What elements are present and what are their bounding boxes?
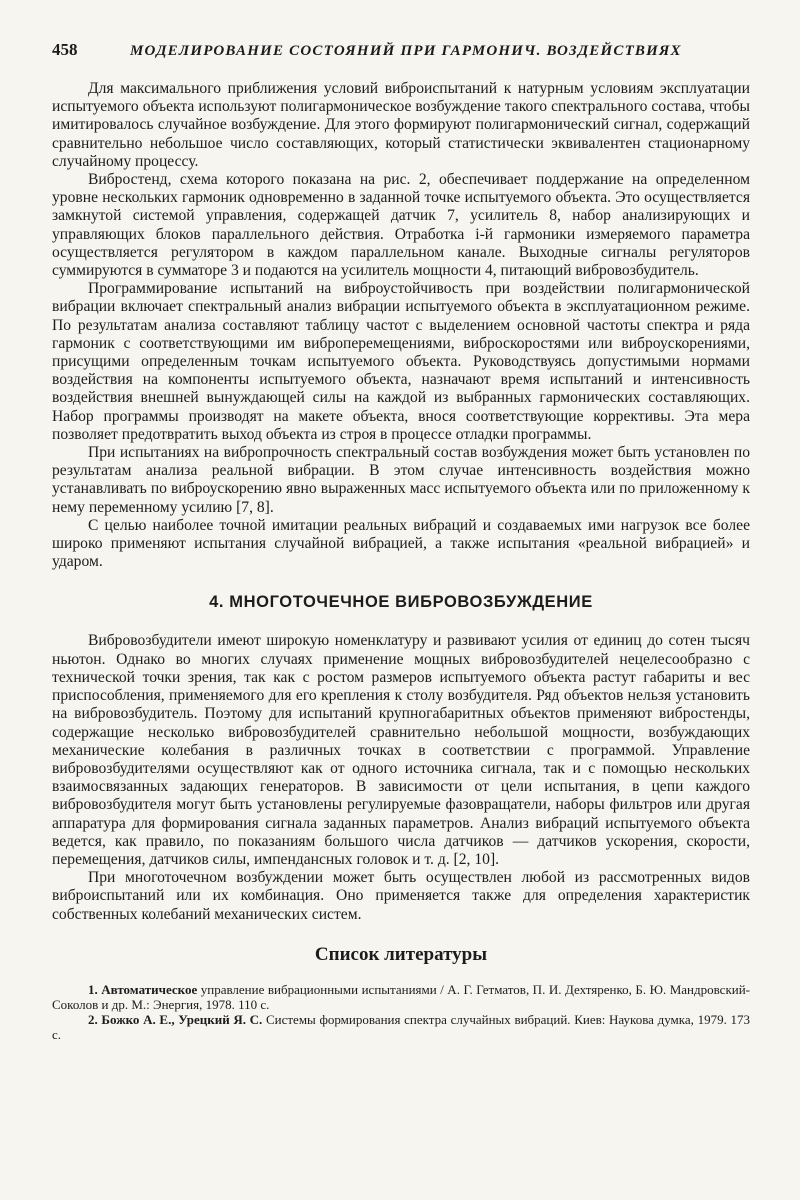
reference-item: [52, 982, 750, 1012]
main-text: [52, 80, 750, 571]
section-text: [52, 632, 750, 923]
reference-authors: 1. Автоматическое: [88, 981, 198, 997]
page-number: 458: [52, 40, 78, 59]
reference-text: управление вибрационными испытаниями / А. Г. Гетматов, П. И. Дехтяренко, Б. Ю. Мандровский-Соколов и др. М.: Энергия, 1978. 110 с.: [52, 981, 750, 1012]
paragraph: Вибростенд, схема которого показана на рис. 2, обеспечивает поддержание на определенном уровне нескольких гармоник одновременно в заданной точке испытуемого объекта. Это осуществляется замкнутой системой управления, содержащей датчик 7, усилитель 8, набор анализирующих и управляющих блоков параллельного действия. Отработка i-й гармоники измеряемого параметра осуществляется регулятором в каждом параллельном канале. Выходные сигналы регуляторов суммируются в сумматоре 3 и подаются на усилитель мощности 4, питающий вибровозбудитель.: [52, 171, 750, 280]
reference-text: Системы формирования спектра случайных вибраций. Киев: Наукова думка, 1979. 173 с.: [52, 1011, 750, 1042]
paragraph: С целью наиболее точной имитации реальных вибраций и создаваемых ими нагрузок все более широко применяют испытания случайной вибрацией, а также испытания «реальной вибрацией» и ударом.: [52, 516, 750, 571]
running-head: [52, 40, 750, 60]
paragraph: Программирование испытаний на виброустойчивость при воздействии полигармонической вибрации включает спектральный анализ вибрации испытуемого объекта в эксплуатационном режиме. По результатам анализа составляют таблицу частот с выделением основной частоты спектра и ряда гармоник с соответствующими им виброперемещениями, виброскоростями или виброускорениями, присущими определенным точкам испытуемого объекта. Руководствуясь допустимыми нормами воздействия на компоненты испытуемого объекта, назначают время испытаний и интенсивность воздействия внешней вынуждающей силы на каждой из выбранных гармонических составляющих. Набор программы производят на макете объекта, внося соответствующие коррективы. Эта мера позволяет предотвратить выход объекта из строя в процессе отладки программы.: [52, 280, 750, 443]
reference-authors: 2. Божко А. Е., Урецкий Я. С.: [88, 1011, 263, 1027]
running-title: МОДЕЛИРОВАНИЕ СОСТОЯНИЙ ПРИ ГАРМОНИЧ. ВОЗДЕЙСТВИЯХ: [130, 43, 682, 59]
paragraph: При многоточечном возбуждении может быть осуществлен любой из рассмотренных видов виброиспытаний или их комбинация. Оно применяется также для определения характеристик собственных колебаний механических систем.: [52, 869, 750, 923]
paragraph: Для максимального приближения условий виброиспытаний к натурным условиям эксплуатации испытуемого объекта используют полигармоническое возбуждение такого спектрального состава, чтобы имитировалось случайное возбуждение. Для этого формируют полигармонический сигнал, содержащий сравнительно небольшое число составляющих, который статистически эквивалентен стационарному случайному процессу.: [52, 80, 750, 170]
paragraph: Вибровозбудители имеют широкую номенклатуру и развивают усилия от единиц до сотен тысяч ньютон. Однако во многих случаях применение мощных вибровозбудителей нецелесообразно с технической точки зрения, так как с ростом размеров испытуемого объекта растут габариты и вес приспособления, применяемого для его крепления к столу возбудителя. Ряд объектов нельзя установить на вибровозбудитель. Поэтому для испытаний крупногабаритных объектов применяют вибростенды, содержащие несколько вибровозбудителей сравнительно небольшой мощности, возбуждающих механические колебания в различных точках в соответствии с программой. Управление вибровозбудителями осуществляют как от одного источника сигнала, так и с помощью нескольких взаимосвязанных задающих генераторов. В зависимости от цели испытания, в цепи каждого вибровозбудителя могут быть установлены регулируемые фазовращатели, наборы фильтров или другая аппаратура для формирования сигнала заданных параметров. Анализ вибраций испытуемого объекта ведется, как правило, по показаниям большого числа датчиков — датчиков ускорения, скорости, перемещения, датчиков силы, импендансных головок и т. д. [2, 10].: [52, 632, 750, 868]
references-heading: Список литературы: [314, 943, 488, 965]
section-heading: 4. МНОГОТОЧЕЧНОЕ ВИБРОВОЗБУЖДЕНИЕ: [209, 593, 593, 612]
reference-item: [52, 1012, 750, 1042]
references-list: [52, 982, 750, 1042]
paragraph: При испытаниях на вибропрочность спектральный состав возбуждения может быть установлен по результатам анализа реальной вибрации. В этом случае интенсивность воздействия можно устанавливать по виброускорению явно выраженных масс испытуемого объекта или по приложенному к нему переменному усилию [7, 8].: [52, 444, 750, 516]
